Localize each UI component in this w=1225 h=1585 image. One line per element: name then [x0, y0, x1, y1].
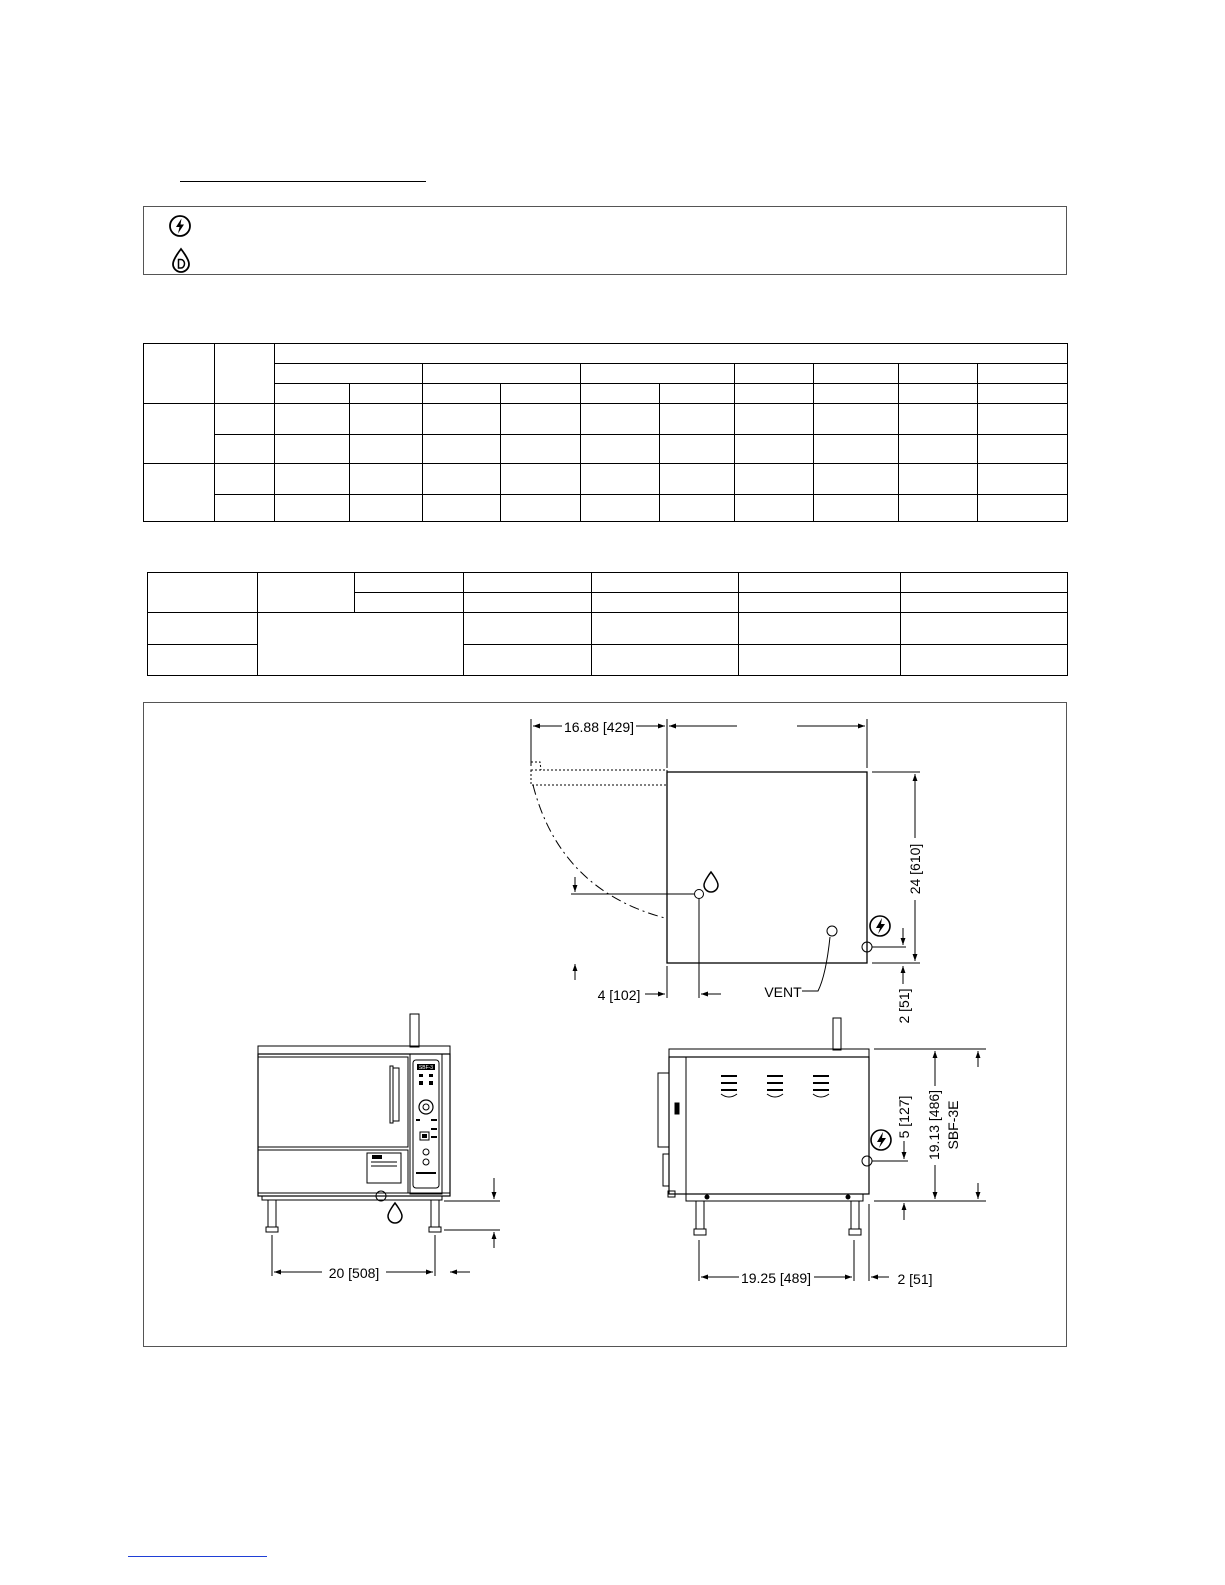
leg-span-dimension: 19.25 [489]	[740, 1270, 812, 1286]
front-view	[258, 1014, 500, 1276]
vent-label: VENT	[764, 984, 802, 1000]
panel-model-label: SBF-3	[418, 1065, 434, 1071]
drain-offset-dimension: 4 [102]	[597, 987, 641, 1003]
drain-port	[695, 890, 704, 899]
vent-port	[827, 926, 837, 936]
height-dimension: 24 [610]	[907, 843, 923, 895]
front-view-drain-icon	[388, 1203, 402, 1223]
top-view-cabinet	[667, 772, 867, 963]
open-door-outline	[531, 770, 667, 785]
door-swing-arc	[533, 785, 665, 918]
electrical-port-side	[862, 1156, 872, 1166]
control-panel-markings	[372, 1064, 437, 1174]
top-width-dimension: 16.88 [429]	[563, 719, 635, 735]
overall-height-dimension: 19.13 [486]	[926, 1089, 942, 1161]
top-view-drain-icon	[704, 872, 718, 892]
front-door	[258, 1057, 408, 1147]
electrical-offset-dimension: 2 [51]	[896, 988, 912, 1024]
top-view-electrical-icon	[870, 916, 890, 936]
model-label: SBF-3E	[945, 1100, 961, 1150]
front-width-dimension: 20 [508]	[328, 1265, 380, 1281]
electrical-height-dimension: 5 [127]	[896, 1095, 912, 1139]
side-view-electrical-icon	[871, 1130, 891, 1150]
footer-link[interactable]	[128, 1556, 267, 1557]
side-electrical-offset-dimension: 2 [51]	[897, 1271, 933, 1287]
side-body	[669, 1057, 869, 1194]
top-view	[531, 719, 920, 998]
